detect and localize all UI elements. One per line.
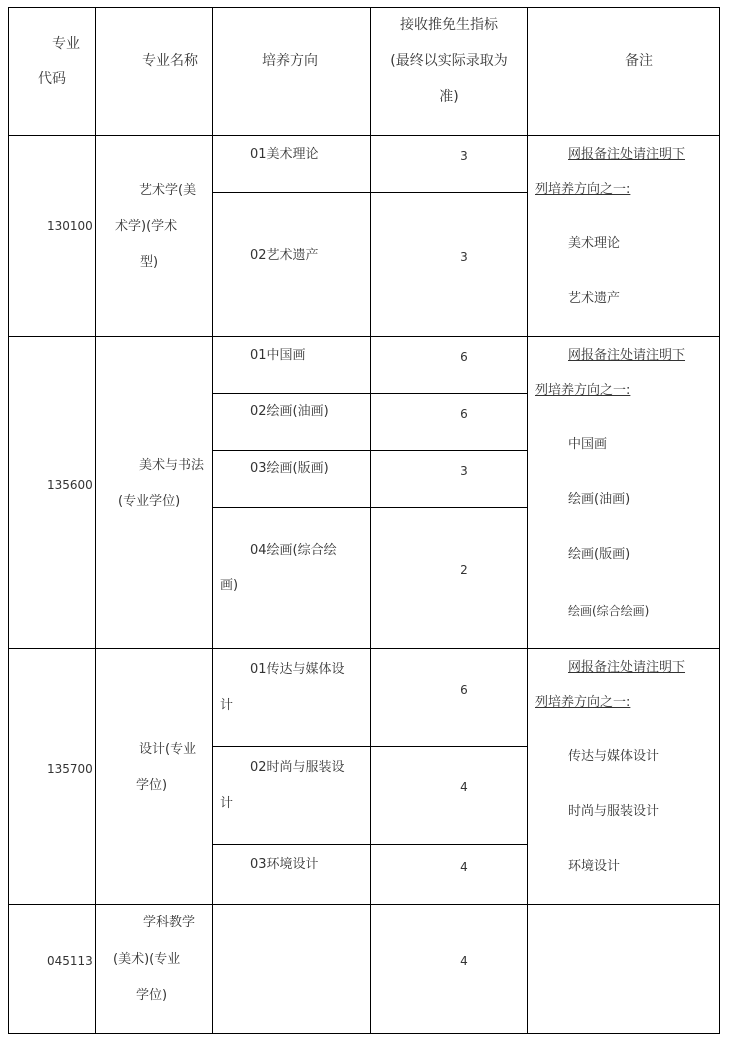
header-remark-label: 备注: [625, 53, 653, 69]
direction-cell: 02绘画(油画): [250, 404, 329, 419]
header-code-label: 专业: [52, 36, 80, 52]
quota-cell: 3: [460, 250, 468, 264]
header-code-label: 代码: [38, 71, 66, 87]
major-name-line: 设计(专业: [139, 742, 197, 757]
remark-option: 时尚与服装设计: [568, 804, 660, 819]
major-code: 135700: [47, 762, 93, 776]
quota-cell: 4: [460, 954, 468, 968]
remark-option: 美术理论: [568, 236, 621, 251]
direction-cell: 03环境设计: [250, 857, 319, 872]
major-name-line: (美术)(专业: [113, 952, 181, 967]
quota-cell: 4: [460, 860, 468, 874]
remark-option: 艺术遗产: [568, 291, 621, 306]
major-name-line: 艺术学(美: [139, 183, 197, 198]
direction-cell: 计: [220, 796, 234, 811]
major-name-line: 美术与书法: [139, 458, 205, 473]
remark-option: 绘画(版画): [568, 547, 631, 562]
quota-cell: 6: [460, 683, 468, 697]
remark-note: 列培养方向之一:: [535, 182, 631, 197]
major-name-line: (专业学位): [118, 494, 181, 509]
direction-cell: 03绘画(版画): [250, 461, 329, 476]
header-quota-label: 接收推免生指标: [400, 17, 498, 33]
major-name-line: 型): [140, 255, 159, 270]
major-code: 045113: [47, 954, 93, 968]
remark-option: 绘画(综合绘画): [568, 604, 650, 618]
direction-cell: 画): [220, 578, 239, 593]
header-direction-label: 培养方向: [262, 53, 318, 69]
direction-cell: 计: [220, 698, 234, 713]
remark-option: 环境设计: [568, 859, 621, 874]
major-name-line: 学位): [136, 988, 168, 1003]
quota-cell: 2: [460, 563, 468, 577]
direction-cell: 01中国画: [250, 348, 306, 363]
header-quota-label: (最终以实际录取为: [390, 53, 508, 69]
remark-note: 网报备注处请注明下: [568, 348, 686, 363]
direction-cell: 02艺术遗产: [250, 248, 319, 263]
remark-note: 列培养方向之一:: [535, 695, 631, 710]
quota-cell: 4: [460, 780, 468, 794]
major-name-line: 学科教学: [143, 915, 196, 930]
major-name-line: 学位): [136, 778, 168, 793]
remark-note: 网报备注处请注明下: [568, 660, 686, 675]
remark-option: 中国画: [568, 437, 608, 452]
remark-note: 列培养方向之一:: [535, 383, 631, 398]
quota-cell: 3: [460, 149, 468, 163]
direction-cell: 02时尚与服装设: [250, 760, 345, 775]
direction-cell: 04绘画(综合绘: [250, 543, 337, 558]
remark-option: 绘画(油画): [568, 492, 631, 507]
quota-cell: 6: [460, 407, 468, 421]
major-name-line: 术学)(学术: [115, 219, 178, 234]
direction-cell: 01美术理论: [250, 147, 319, 162]
remark-note: 网报备注处请注明下: [568, 147, 686, 162]
direction-cell: 01传达与媒体设: [250, 662, 345, 677]
quota-cell: 3: [460, 464, 468, 478]
header-name-label: 专业名称: [142, 53, 198, 69]
major-code: 135600: [47, 478, 93, 492]
quota-cell: 6: [460, 350, 468, 364]
header-quota-label: 准): [439, 89, 459, 105]
major-code: 130100: [47, 219, 93, 233]
remark-option: 传达与媒体设计: [568, 749, 660, 764]
